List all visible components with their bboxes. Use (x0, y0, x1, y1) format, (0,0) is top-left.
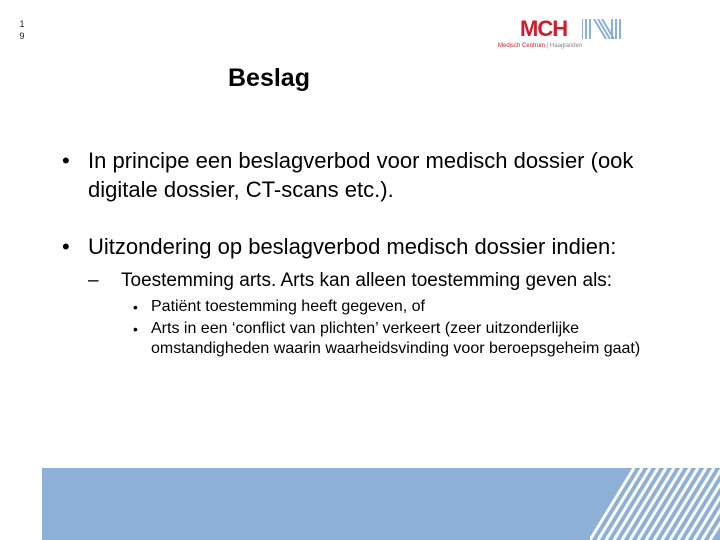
sub-sub-bullet-marker: • (133, 321, 138, 337)
logo-stripes-icon (582, 19, 624, 39)
slide-body (56, 146, 696, 359)
slide-number-digit: 1 (19, 19, 25, 29)
bullet-item (56, 232, 696, 261)
sub-bullet-text: Toestemming arts. Arts kan alleen toestemming geven als: (121, 270, 613, 291)
bullet-text: In principe een beslagverbod voor medisch dossier (ook digitale dossier, CT-scans etc.). (88, 148, 634, 202)
bottom-left-panel (0, 468, 42, 540)
slide-number-digit: 9 (19, 31, 25, 41)
sub-sub-bullet-marker: • (133, 299, 138, 315)
bullet-item (56, 146, 696, 204)
sub-sub-bullet-item (133, 319, 696, 359)
slide-number (16, 18, 28, 42)
bullet-marker: • (62, 234, 70, 259)
sub-sub-bullet-text: Patiënt toestemming heeft gegeven, of (151, 298, 425, 315)
logo-subtitle: Medisch Centrum | Haaglanden (498, 43, 583, 49)
logo-subtitle-secondary: Haaglanden (549, 43, 583, 49)
decorative-stripes-icon (590, 468, 720, 540)
bullet-text: Uitzondering op beslagverbod medisch dossier indien: (88, 234, 617, 259)
slide-title: Beslag (228, 64, 310, 92)
sub-sub-bullet-item (133, 297, 696, 317)
sub-bullet-marker: – (88, 270, 99, 291)
mch-logo (498, 16, 638, 52)
bullet-marker: • (62, 148, 70, 173)
sub-bullet-item (88, 269, 696, 293)
left-margin-bar (0, 0, 42, 540)
logo-brand-text: MCH (520, 16, 568, 41)
sub-sub-bullet-text: Arts in een ‘conflict van plichten’ verkeert (zeer uitzonderlijke omstandigheden waarin waarheidsvinding voor beroepsgeheim gaat) (151, 320, 641, 357)
logo-subtitle-main: Medisch Centrum (498, 43, 546, 49)
